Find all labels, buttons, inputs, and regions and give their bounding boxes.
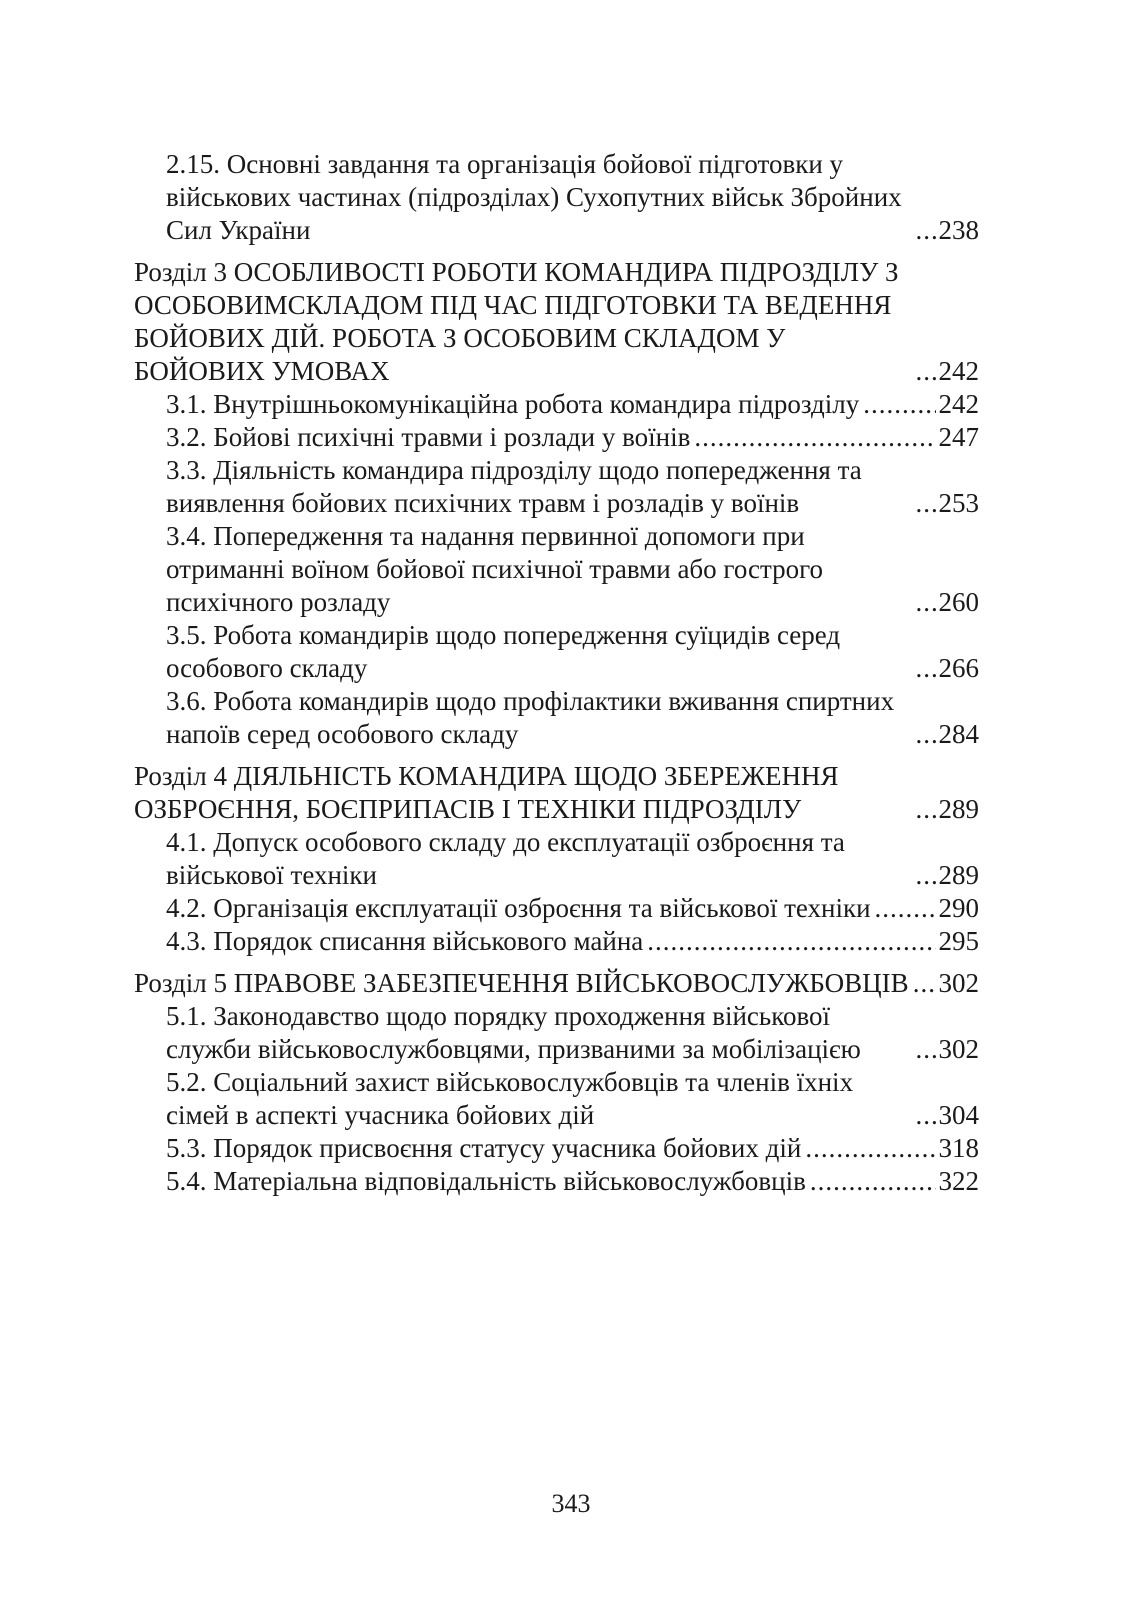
toc-entry-title: 3.5. Робота командирів щодо попередження суїцидів серед особового складу xyxy=(166,620,841,683)
page-number: 343 xyxy=(551,1489,591,1518)
leader-dots xyxy=(694,421,935,454)
toc-section-entry[interactable] xyxy=(134,760,979,826)
toc-entry[interactable] xyxy=(134,685,979,751)
leader-dots xyxy=(863,388,935,421)
toc-entry-title: 4.1. Допуск особового складу до експлуатації озброєння та військової техніки xyxy=(166,827,845,890)
toc-entry-page: 284 xyxy=(938,719,979,749)
toc-entry-page: 290 xyxy=(938,893,979,923)
toc-entry[interactable] xyxy=(134,925,979,958)
toc-entry[interactable] xyxy=(134,619,979,685)
toc-entry-page: 302 xyxy=(938,1034,979,1064)
leader-dots xyxy=(916,355,936,388)
toc-entry-page: 238 xyxy=(938,215,979,245)
leader-dots xyxy=(916,652,936,685)
leader-dots xyxy=(916,859,936,892)
toc-entry-title: 4.3. Порядок списання військового майна xyxy=(166,926,644,956)
leader-dots xyxy=(916,793,936,826)
toc-entry-title: 3.2. Бойові психічні травми і розлади у воїнів xyxy=(166,422,691,452)
toc-entry-title: Розділ 5 ПРАВОВЕ ЗАБЕЗПЕЧЕННЯ ВІЙСЬКОВОСЛУЖБОВЦІВ xyxy=(134,968,909,998)
toc-entry-page: 289 xyxy=(938,860,979,890)
leader-dots xyxy=(916,586,936,619)
toc-entry[interactable] xyxy=(134,1066,979,1132)
leader-dots xyxy=(805,1132,935,1165)
toc-entry-page: 318 xyxy=(938,1133,979,1163)
toc-entry-page: 247 xyxy=(938,422,979,452)
toc-entry-title: 5.3. Порядок присвоєння статусу учасника бойових дій xyxy=(166,1133,802,1163)
toc-entry[interactable] xyxy=(134,892,979,925)
toc-entry-title: 3.4. Попередження та надання первинної допомоги при отриманні воїном бойової психічної травми або гострого психічного розладу xyxy=(166,521,824,617)
toc-entry[interactable] xyxy=(134,1132,979,1165)
toc-entry-title: 5.4. Матеріальна відповідальність військовослужбовців xyxy=(166,1166,806,1196)
toc-entry-page: 302 xyxy=(938,968,979,998)
leader-dots xyxy=(810,1165,936,1198)
toc-entry[interactable] xyxy=(134,1165,979,1198)
toc-entry[interactable] xyxy=(134,520,979,619)
toc-entry-page: 295 xyxy=(938,926,979,956)
toc-entry-title: 5.2. Соціальний захист військовослужбовців та членів їхніх сімей в аспекті учасника бойових дій xyxy=(166,1067,854,1130)
toc-section-entry[interactable] xyxy=(134,967,979,1000)
toc-entry[interactable] xyxy=(134,388,979,421)
toc-entry-title: 2.15. Основні завдання та організація бойової підготовки у військових частинах (підрозділах) Сухопутних військ Збройних Сил України xyxy=(166,149,902,245)
leader-dots xyxy=(916,487,936,520)
leader-dots xyxy=(916,1099,936,1132)
toc-entry-page: 322 xyxy=(938,1166,979,1196)
leader-dots xyxy=(916,214,936,247)
toc-entry-page: 266 xyxy=(938,653,979,683)
toc-entry-page: 304 xyxy=(938,1100,979,1130)
toc-entry-title: 5.1. Законодавство щодо порядку проходження військової служби військовослужбовцями, призваними за мобілізацією xyxy=(166,1001,861,1064)
toc-entry-page: 253 xyxy=(938,488,979,518)
leader-dots xyxy=(916,718,936,751)
leader-dots xyxy=(916,1033,936,1066)
toc-entry-title: 3.1. Внутрішньокомунікаційна робота командира підрозділу xyxy=(166,389,860,419)
toc-entry-page: 289 xyxy=(938,794,979,824)
toc-section-entry[interactable] xyxy=(134,256,979,388)
toc-entry-page: 242 xyxy=(938,389,979,419)
toc-entry-page: 242 xyxy=(938,356,979,386)
toc-entry-title: Розділ 3 ОСОБЛИВОСТІ РОБОТИ КОМАНДИРА ПІДРОЗДІЛУ З ОСОБОВИМСКЛАДОМ ПІД ЧАС ПІДГОТОВКИ ТА ВЕДЕННЯ БОЙОВИХ ДІЙ. РОБОТА З ОСОБОВИМ СКЛАДОМ У БОЙОВИХ УМОВАХ xyxy=(134,257,899,386)
leader-dots xyxy=(913,967,936,1000)
toc-entry[interactable] xyxy=(134,148,979,247)
toc-entry[interactable] xyxy=(134,421,979,454)
toc-entry-title: 3.6. Робота командирів щодо профілактики вживання спиртних напоїв серед особового складу xyxy=(166,686,895,749)
leader-dots xyxy=(647,925,935,958)
toc-entry[interactable] xyxy=(134,454,979,520)
toc-entry-page: 260 xyxy=(938,587,979,617)
toc-entry-title: Розділ 4 ДІЯЛЬНІСТЬ КОМАНДИРА ЩОДО ЗБЕРЕЖЕННЯ ОЗБРОЄННЯ, БОЄПРИПАСІВ І ТЕХНІКИ ПІДРОЗДІЛУ xyxy=(134,761,839,824)
toc-entry-title: 4.2. Організація експлуатації озброєння та військової техніки xyxy=(166,893,871,923)
toc-entry[interactable] xyxy=(134,1000,979,1066)
table-of-contents xyxy=(134,148,979,1198)
toc-entry-title: 3.3. Діяльність командира підрозділу щодо попередження та виявлення бойових психічних травм і розладів у воїнів xyxy=(166,455,862,518)
toc-entry[interactable] xyxy=(134,826,979,892)
leader-dots xyxy=(875,892,936,925)
